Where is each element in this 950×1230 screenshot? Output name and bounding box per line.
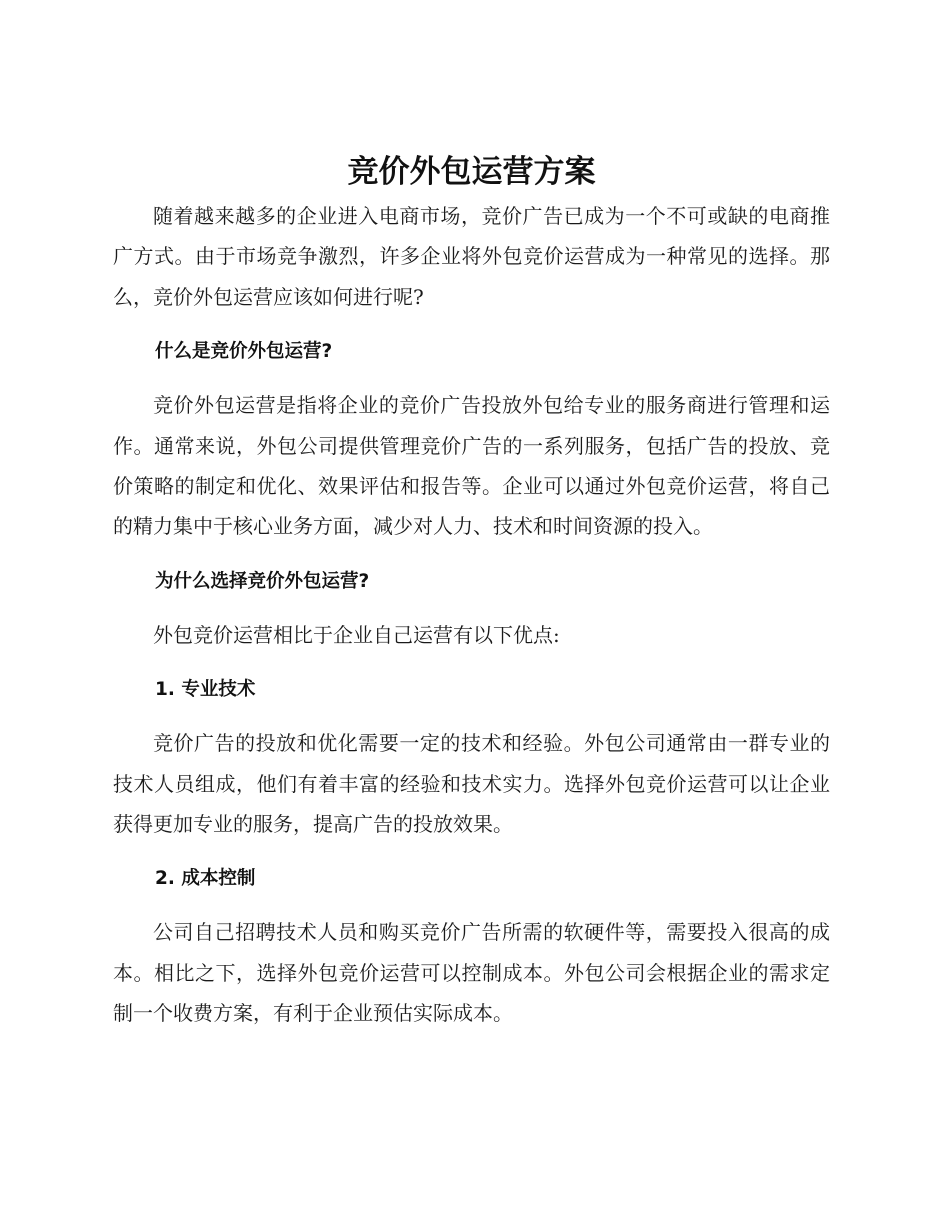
spacer bbox=[113, 372, 830, 385]
document-page bbox=[113, 148, 830, 1034]
section-heading-why: 为什么选择竞价外包运营? bbox=[155, 570, 370, 592]
point-paragraph-cost: 公司自己招聘技术人员和购买竞价广告所需的软硬件等，需要投入很高的成本。相比之下，选择外包竞价运营可以控制成本。外包公司会根据企业的需求定制一个收费方案，有利于企业预估实际成本。 bbox=[113, 920, 830, 1026]
section-paragraph-what: 竞价外包运营是指将企业的竞价广告投放外包给专业的服务商进行管理和运作。通常来说，外包公司提供管理竞价广告的一系列服务，包括广告的投放、竞价策略的制定和优化、效果评估和报告等。企业可以通过外包竞价运营，将自己的精力集中于核心业务方面，减少对人力、技术和时间资源的投入。 bbox=[113, 393, 830, 539]
intro-paragraph: 随着越来越多的企业进入电商市场，竞价广告已成为一个不可或缺的电商推广方式。由于市场竞争激烈，许多企业将外包竞价运营成为一种常见的选择。那么，竞价外包运营应该如何进行呢? bbox=[113, 204, 830, 309]
point-paragraph-technology: 竞价广告的投放和优化需要一定的技术和经验。外包公司通常由一群专业的技术人员组成，他们有着丰富的经验和技术实力。选择外包竞价运营可以让企业获得更加专业的服务，提高广告的投放效果。 bbox=[113, 731, 830, 837]
spacer bbox=[113, 844, 830, 859]
spacer bbox=[113, 710, 830, 723]
spacer bbox=[113, 602, 830, 615]
section-heading-what: 什么是竞价外包运营? bbox=[155, 341, 333, 363]
spacer bbox=[113, 317, 830, 332]
spacer bbox=[113, 899, 830, 912]
spacer bbox=[113, 655, 830, 670]
document-title: 竞价外包运营方案 bbox=[347, 154, 596, 190]
section-paragraph-why: 外包竞价运营相比于企业自己运营有以下优点: bbox=[153, 622, 560, 647]
spacer bbox=[113, 547, 830, 562]
point-heading-technology: 1. 专业技术 bbox=[155, 679, 256, 701]
point-heading-cost: 2. 成本控制 bbox=[155, 868, 256, 890]
